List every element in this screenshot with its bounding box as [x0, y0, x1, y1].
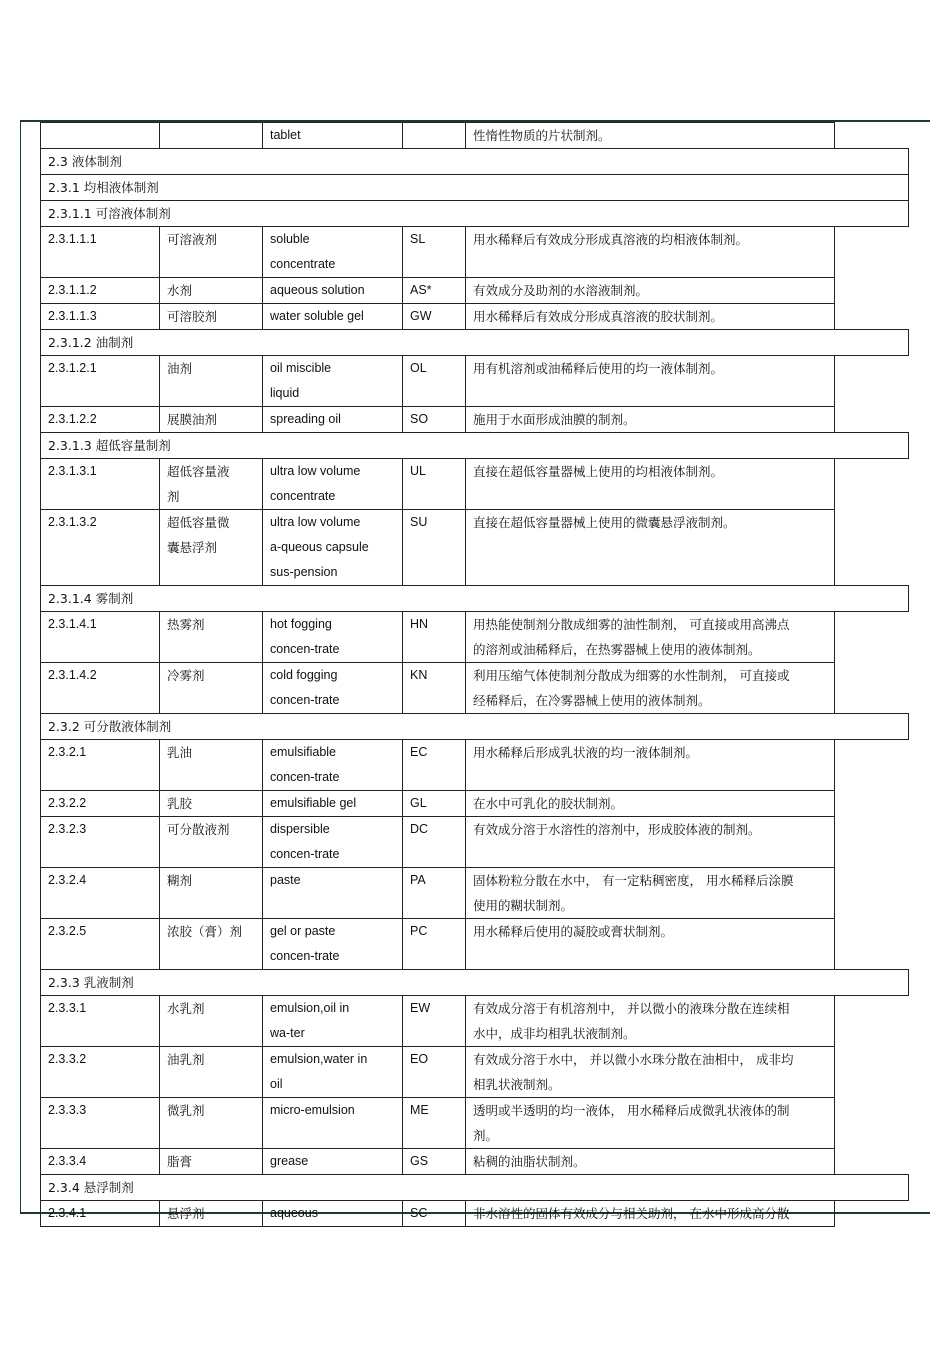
description-cell: 性惰性物质的片状制剂。 [466, 123, 835, 149]
table-row [41, 459, 909, 510]
description-cell: 施用于水面形成油膜的制剂。 [466, 407, 835, 433]
abbreviation-cell: KN [403, 663, 466, 714]
description-cell: 用水稀释后形成乳状液的均一液体制剂。 [466, 740, 835, 791]
description-cell: 直接在超低容量器械上使用的均相液体制剂。 [466, 459, 835, 510]
section-header-row [41, 970, 909, 996]
english-name-cell: emulsion,oil in wa-ter [263, 996, 403, 1047]
description-cell: 直接在超低容量器械上使用的微囊悬浮液制剂。 [466, 510, 835, 586]
code-number-cell [41, 123, 160, 149]
abbreviation-cell: SC [403, 1201, 466, 1227]
abbreviation-cell: SU [403, 510, 466, 586]
chinese-name-cell: 糊剂 [160, 868, 263, 919]
english-name-cell: spreading oil [263, 407, 403, 433]
code-number-cell: 2.3.1.3.1 [41, 459, 160, 510]
table-row [41, 612, 909, 663]
code-number-cell: 2.3.3.1 [41, 996, 160, 1047]
description-cell: 用水稀释后有效成分形成真溶液的胶状制剂。 [466, 304, 835, 330]
code-number-cell: 2.3.3.2 [41, 1047, 160, 1098]
section-header-row [41, 149, 909, 175]
table-row [41, 510, 909, 586]
table-row [41, 996, 909, 1047]
section-header: 2.3.1.4 雾制剂 [41, 586, 909, 612]
english-name-cell: emulsifiable gel [263, 791, 403, 817]
code-number-cell: 2.3.4.1 [41, 1201, 160, 1227]
code-number-cell: 2.3.1.1.3 [41, 304, 160, 330]
description-cell: 用热能使制剂分散成细雾的油性制剂， 可直接或用高沸点 的溶剂或油稀释后，在热雾器械上使用的液体制剂。 [466, 612, 835, 663]
code-number-cell: 2.3.3.4 [41, 1149, 160, 1175]
section-header: 2.3.1.3 超低容量制剂 [41, 433, 909, 459]
chinese-name-cell: 水剂 [160, 278, 263, 304]
english-name-cell: cold fogging concen-trate [263, 663, 403, 714]
table-row [41, 740, 909, 791]
table-row [41, 407, 909, 433]
chinese-name-cell: 冷雾剂 [160, 663, 263, 714]
english-name-cell: dispersible concen-trate [263, 817, 403, 868]
abbreviation-cell [403, 123, 466, 149]
abbreviation-cell: EO [403, 1047, 466, 1098]
table-row [41, 919, 909, 970]
chinese-name-cell: 展膜油剂 [160, 407, 263, 433]
page-frame-left-rule [20, 120, 21, 1214]
chinese-name-cell [160, 123, 263, 149]
chinese-name-cell: 可分散液剂 [160, 817, 263, 868]
abbreviation-cell: PA [403, 868, 466, 919]
english-name-cell: ultra low volume a-queous capsule sus-pension [263, 510, 403, 586]
abbreviation-cell: DC [403, 817, 466, 868]
english-name-cell: emulsifiable concen-trate [263, 740, 403, 791]
chinese-name-cell: 油乳剂 [160, 1047, 263, 1098]
chinese-name-cell: 微乳剂 [160, 1098, 263, 1149]
description-cell: 有效成分溶于水中， 并以微小水珠分散在油相中， 成非均 相乳状液制剂。 [466, 1047, 835, 1098]
code-number-cell: 2.3.1.4.1 [41, 612, 160, 663]
abbreviation-cell: AS* [403, 278, 466, 304]
abbreviation-cell: GW [403, 304, 466, 330]
english-name-cell: ultra low volume concentrate [263, 459, 403, 510]
chinese-name-cell: 乳胶 [160, 791, 263, 817]
abbreviation-cell: EC [403, 740, 466, 791]
table-row [41, 278, 909, 304]
code-number-cell: 2.3.2.3 [41, 817, 160, 868]
english-name-cell: tablet [263, 123, 403, 149]
chinese-name-cell: 脂膏 [160, 1149, 263, 1175]
chinese-name-cell: 浓胶（膏）剂 [160, 919, 263, 970]
section-header-row [41, 330, 909, 356]
table-row [41, 123, 909, 149]
english-name-cell: hot fogging concen-trate [263, 612, 403, 663]
code-number-cell: 2.3.2.4 [41, 868, 160, 919]
english-name-cell: soluble concentrate [263, 227, 403, 278]
chinese-name-cell: 可溶胶剂 [160, 304, 263, 330]
english-name-cell: emulsion,water in oil [263, 1047, 403, 1098]
table-row [41, 868, 909, 919]
abbreviation-cell: HN [403, 612, 466, 663]
formulation-table [40, 122, 909, 1227]
abbreviation-cell: GL [403, 791, 466, 817]
section-header: 2.3.1.1 可溶液体制剂 [41, 201, 909, 227]
chinese-name-cell: 乳油 [160, 740, 263, 791]
description-cell: 有效成分及助剂的水溶液制剂。 [466, 278, 835, 304]
english-name-cell: aqueous [263, 1201, 403, 1227]
table-row [41, 1098, 909, 1149]
table-row [41, 356, 909, 407]
chinese-name-cell: 油剂 [160, 356, 263, 407]
section-header-row [41, 433, 909, 459]
table-row [41, 1047, 909, 1098]
code-number-cell: 2.3.1.3.2 [41, 510, 160, 586]
section-header-row [41, 175, 909, 201]
english-name-cell: oil miscible liquid [263, 356, 403, 407]
code-number-cell: 2.3.1.1.2 [41, 278, 160, 304]
abbreviation-cell: PC [403, 919, 466, 970]
chinese-name-cell: 水乳剂 [160, 996, 263, 1047]
chinese-name-cell: 超低容量微 囊悬浮剂 [160, 510, 263, 586]
english-name-cell: water soluble gel [263, 304, 403, 330]
description-cell: 用水稀释后使用的凝胶或膏状制剂。 [466, 919, 835, 970]
abbreviation-cell: GS [403, 1149, 466, 1175]
description-cell: 有效成分溶于有机溶剂中， 并以微小的液珠分散在连续相 水中，成非均相乳状液制剂。 [466, 996, 835, 1047]
description-cell: 透明或半透明的均一液体， 用水稀释后成微乳状液体的制 剂。 [466, 1098, 835, 1149]
section-header: 2.3.4 悬浮制剂 [41, 1175, 909, 1201]
english-name-cell: aqueous solution [263, 278, 403, 304]
description-cell: 在水中可乳化的胶状制剂。 [466, 791, 835, 817]
english-name-cell: micro-emulsion [263, 1098, 403, 1149]
table-row [41, 791, 909, 817]
abbreviation-cell: SO [403, 407, 466, 433]
abbreviation-cell: OL [403, 356, 466, 407]
chinese-name-cell: 可溶液剂 [160, 227, 263, 278]
description-cell: 粘稠的油脂状制剂。 [466, 1149, 835, 1175]
section-header: 2.3 液体制剂 [41, 149, 909, 175]
code-number-cell: 2.3.1.2.2 [41, 407, 160, 433]
chinese-name-cell: 超低容量液 剂 [160, 459, 263, 510]
table-row [41, 304, 909, 330]
abbreviation-cell: SL [403, 227, 466, 278]
description-cell: 用水稀释后有效成分形成真溶液的均相液体制剂。 [466, 227, 835, 278]
code-number-cell: 2.3.1.4.2 [41, 663, 160, 714]
section-header-row [41, 714, 909, 740]
description-cell: 非水溶性的固体有效成分与相关助剂， 在水中形成高分散 [466, 1201, 835, 1227]
section-header: 2.3.1.2 油制剂 [41, 330, 909, 356]
table-row [41, 1201, 909, 1227]
code-number-cell: 2.3.3.3 [41, 1098, 160, 1149]
english-name-cell: paste [263, 868, 403, 919]
chinese-name-cell: 悬浮剂 [160, 1201, 263, 1227]
section-header: 2.3.1 均相液体制剂 [41, 175, 909, 201]
table-row [41, 663, 909, 714]
abbreviation-cell: EW [403, 996, 466, 1047]
english-name-cell: grease [263, 1149, 403, 1175]
table-row [41, 227, 909, 278]
description-cell: 利用压缩气体使制剂分散成为细雾的水性制剂， 可直接或 经稀释后，在冷雾器械上使用的液体制剂。 [466, 663, 835, 714]
code-number-cell: 2.3.2.5 [41, 919, 160, 970]
section-header-row [41, 201, 909, 227]
description-cell: 有效成分溶于水溶性的溶剂中，形成胶体液的制剂。 [466, 817, 835, 868]
section-header: 2.3.2 可分散液体制剂 [41, 714, 909, 740]
section-header-row [41, 586, 909, 612]
abbreviation-cell: UL [403, 459, 466, 510]
abbreviation-cell: ME [403, 1098, 466, 1149]
english-name-cell: gel or paste concen-trate [263, 919, 403, 970]
code-number-cell: 2.3.1.1.1 [41, 227, 160, 278]
description-cell: 固体粉粒分散在水中， 有一定粘稠密度， 用水稀释后涂膜 使用的糊状制剂。 [466, 868, 835, 919]
code-number-cell: 2.3.1.2.1 [41, 356, 160, 407]
table-row [41, 1149, 909, 1175]
chinese-name-cell: 热雾剂 [160, 612, 263, 663]
section-header: 2.3.3 乳液制剂 [41, 970, 909, 996]
section-header-row [41, 1175, 909, 1201]
description-cell: 用有机溶剂或油稀释后使用的均一液体制剂。 [466, 356, 835, 407]
code-number-cell: 2.3.2.1 [41, 740, 160, 791]
table-row [41, 817, 909, 868]
code-number-cell: 2.3.2.2 [41, 791, 160, 817]
